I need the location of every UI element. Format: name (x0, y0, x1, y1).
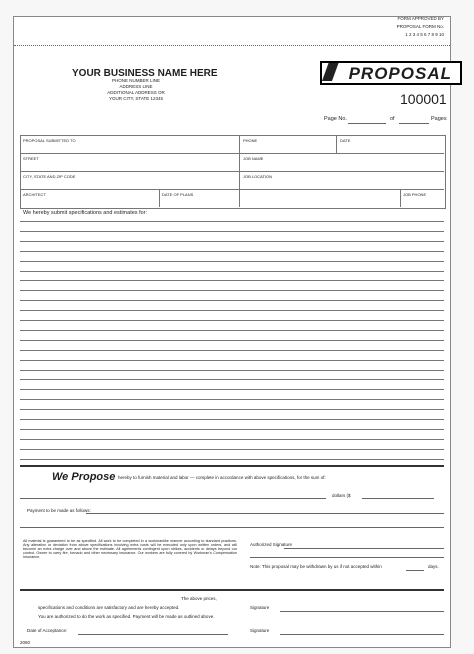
job-location-label: JOB LOCATION (243, 174, 273, 179)
authorized-label: Authorized Signature (250, 542, 293, 547)
specification-line (20, 389, 444, 390)
business-name: YOUR BUSINESS NAME HERE (72, 68, 218, 79)
specification-line (20, 449, 444, 450)
corner-stub-text: 1 2 3 4 5 6 7 8 9 10 (405, 32, 444, 37)
of-label: of (390, 116, 395, 122)
specification-line (20, 419, 444, 420)
specification-line (20, 409, 444, 410)
business-line-1: PHONE NUMBER LINE (111, 78, 160, 83)
we-propose-heading: We Propose (52, 471, 116, 483)
signature-line-1 (280, 611, 444, 612)
proposal-number: 100001 (400, 91, 447, 107)
terms-fine-print: All material is guaranteed to be as specified. All work to be completed in a workmanlike manner according to standard practices. Any alteration or deviation from above specifications involving extra costs will be executed only upon written orders, and will become an extra charge over and above the estimate. All agreements contingent upon strikes, accidents or delays beyond our control. Owner to carry fire, tornado and other necessary insurance. Our workers are fully covered by Workman's Compensation Insurance. (23, 539, 237, 560)
field-row-line-3 (20, 189, 444, 190)
specification-line (20, 429, 444, 430)
specification-line (20, 280, 444, 281)
specification-line (20, 231, 444, 232)
payment-label: Payment to be made as follows: (27, 508, 91, 513)
job-name-label: JOB NAME (243, 156, 264, 161)
specifications-heading: We hereby submit specifications and estimates for: (23, 210, 148, 216)
acceptance-section-rule (20, 589, 444, 591)
field-row-line-2 (20, 171, 444, 172)
proposal-form (13, 16, 451, 648)
specification-line (20, 290, 444, 291)
specification-line (20, 459, 444, 460)
specification-line (20, 370, 444, 371)
proposal-submitted-to-label: PROPOSAL SUBMITTED TO (23, 138, 76, 143)
architect-label: ARCHITECT (23, 192, 46, 197)
dollars-label: dollars ($ (332, 493, 351, 498)
propose-description: hereby to furnish material and labor — complete in accordance with above specifications, for the sum of: (118, 475, 326, 480)
pages-number-line (399, 123, 429, 124)
proposal-title: PROPOSAL (348, 64, 452, 83)
signature-line-2 (280, 634, 444, 635)
specification-line (20, 221, 444, 222)
form-code: 2060 (20, 640, 31, 645)
business-line-2: ADDRESS LINE (119, 84, 153, 89)
specification-line (20, 261, 444, 262)
city-state-zip-label: CITY, STATE AND ZIP CODE (23, 174, 76, 179)
specification-line (20, 360, 444, 361)
specification-line (20, 271, 444, 272)
date-label: DATE (340, 138, 351, 143)
payment-line-1 (86, 513, 444, 514)
page-label: Page No. (324, 116, 347, 122)
acceptance-line-2: specifications and conditions are satisfactory and are hereby accepted. (38, 605, 180, 610)
header-fields-table (20, 135, 446, 209)
payment-line-2 (20, 527, 444, 528)
specification-line (20, 300, 444, 301)
specification-line (20, 310, 444, 311)
field-col-divider (239, 135, 240, 189)
title-accent-bar (322, 63, 339, 81)
architect-plans-divider (159, 189, 160, 207)
corner-top-text: FORM APPROVED BY (397, 16, 444, 21)
page-number-line (348, 123, 386, 124)
field-row-line-1 (20, 153, 444, 154)
job-phone-divider (400, 189, 401, 207)
date-of-plans-label: DATE OF PLANS (162, 192, 194, 197)
specification-line (20, 379, 444, 380)
corner-bottom-text: PROPOSAL FORM No. (396, 24, 444, 29)
phone-label: PHONE (243, 138, 258, 143)
specification-line (20, 330, 444, 331)
date-of-acceptance-label: Date of Acceptance: (27, 628, 68, 633)
street-label: STREET (23, 156, 39, 161)
business-line-3: ADDITIONAL ADDRESS OR (107, 90, 165, 95)
perforation-line (14, 45, 450, 46)
authorized-signature-line (284, 548, 444, 549)
proposal-title-box (320, 61, 462, 85)
proposal-section-rule (20, 465, 444, 467)
specification-line (20, 241, 444, 242)
signature-label-1: Signature (250, 605, 270, 610)
pages-label: Pages (431, 116, 447, 122)
days-line (406, 570, 424, 571)
acceptance-intro: The above prices, (181, 596, 217, 601)
withdrawal-note: Note: This proposal may be withdrawn by us if not accepted within (250, 564, 382, 569)
specification-line (20, 320, 444, 321)
plans-jobphone-divider (239, 189, 240, 207)
job-phone-label: JOB PHONE (403, 192, 427, 197)
amount-number-line (362, 498, 434, 499)
phone-date-divider (336, 135, 337, 153)
specification-line (20, 251, 444, 252)
specification-line (20, 350, 444, 351)
specification-line (20, 340, 444, 341)
signature-label-2: Signature (250, 628, 270, 633)
amount-written-line (20, 498, 326, 499)
days-label: days. (428, 564, 439, 569)
authorized-signature-line-2 (250, 557, 444, 558)
specification-line (20, 439, 444, 440)
acceptance-line-3: You are authorized to do the work as specified. Payment will be made as outlined above. (38, 614, 215, 619)
business-line-4: YOUR CITY, STATE 12345 (108, 96, 164, 101)
specification-line (20, 399, 444, 400)
date-of-acceptance-line (78, 634, 228, 635)
